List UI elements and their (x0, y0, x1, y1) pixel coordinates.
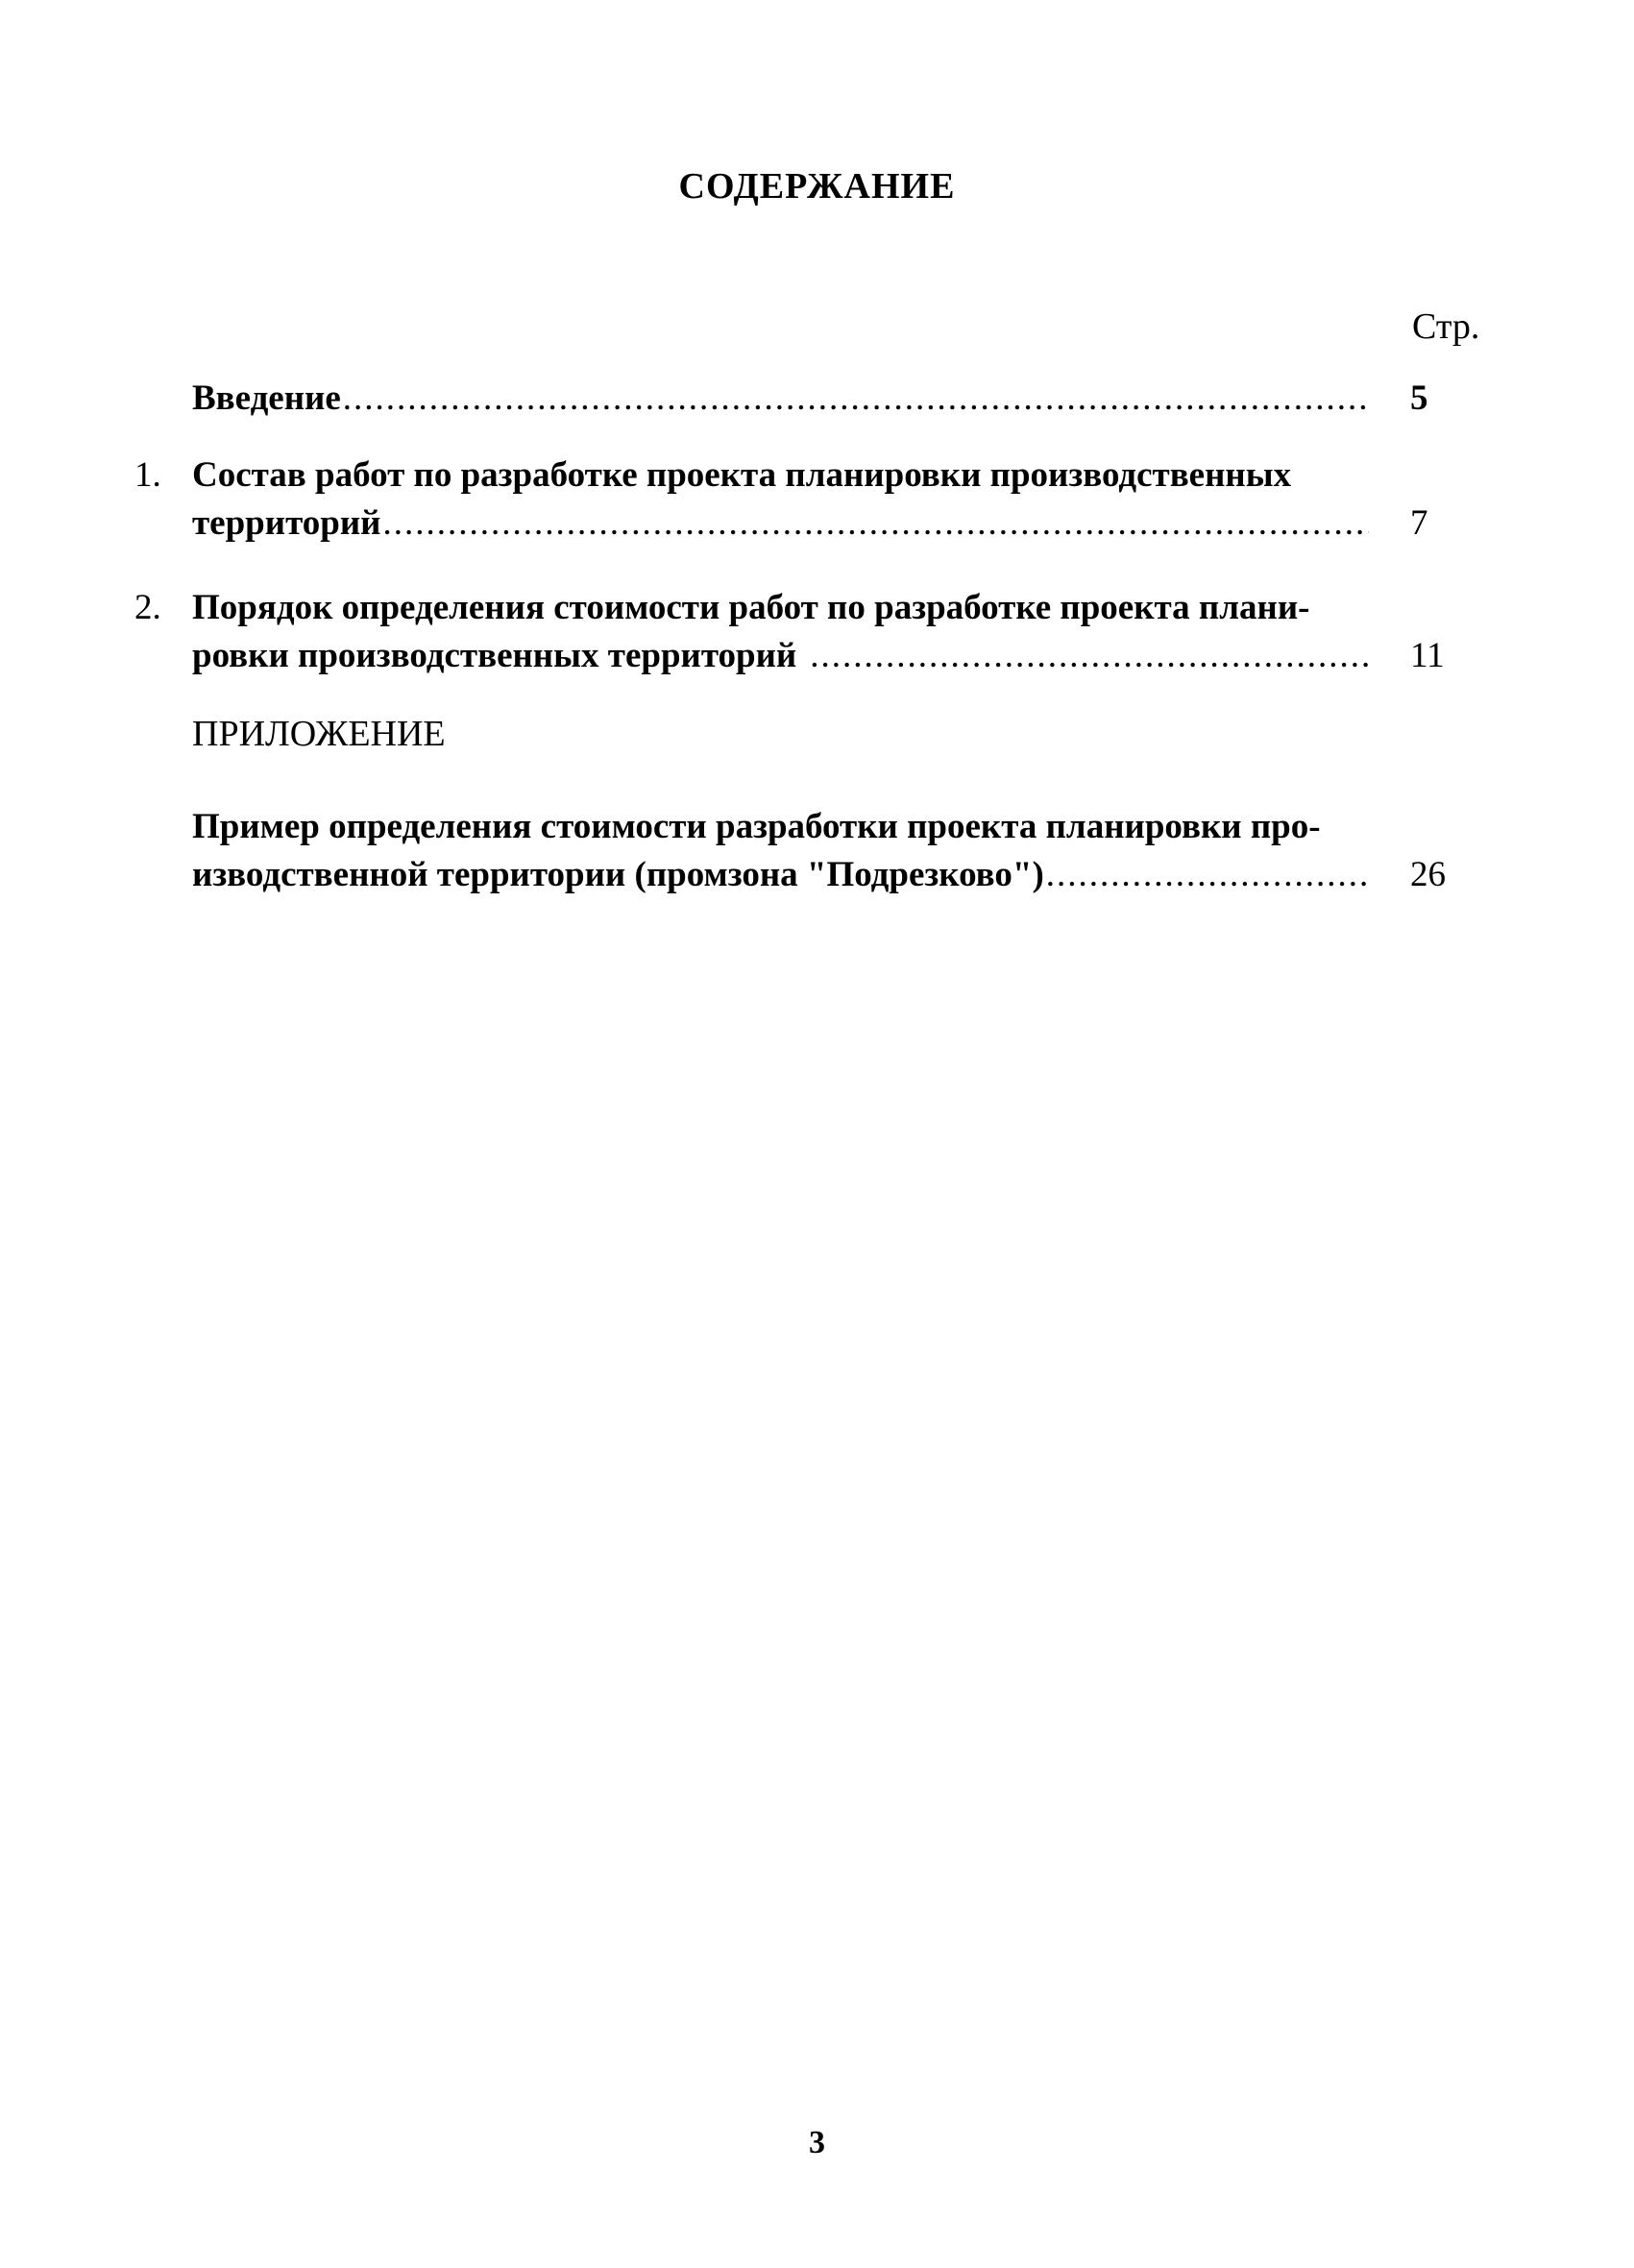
dot-leader (343, 375, 1369, 423)
toc-entry-page-number: 11 (1410, 636, 1445, 675)
toc-entry-page-number: 7 (1410, 503, 1428, 543)
toc-entry-line (192, 500, 1369, 548)
toc-entry-title-line-2: территорий (192, 503, 381, 543)
appendix-heading: ПРИЛОЖЕНИЕ (192, 714, 446, 754)
toc-entry-page-number: 26 (1410, 855, 1446, 894)
toc-entry-title-line-2: ровки производственных территорий (192, 636, 797, 675)
page-column-label: Стр. (1412, 306, 1480, 347)
toc-entry-page-number: 5 (1410, 378, 1428, 418)
toc-entry-line (192, 375, 1369, 423)
toc-entry-number: 1. (134, 455, 161, 495)
toc-entry-line (192, 584, 1369, 632)
toc-entry-title-line-1: Порядок определения стоимости работ по разработке проекта плани- (192, 588, 1310, 627)
toc-entry-line (192, 851, 1369, 899)
toc-entry-line (192, 803, 1369, 851)
toc-entry-title-line-1: Состав работ по разработке проекта планировки производственных (192, 455, 1292, 495)
toc-entry-title-line-2: изводственной территории (промзона "Подрезково") (192, 855, 1044, 894)
toc-entry-title-line-1: Пример определения стоимости разработки проекта планировки про- (192, 807, 1321, 846)
toc-entry-line (192, 632, 1369, 680)
toc-entry-line (192, 451, 1369, 500)
toc-entry-number: 2. (134, 588, 161, 627)
toc-entry-title: Введение (192, 378, 341, 418)
dot-leader (382, 500, 1369, 548)
dot-leader (810, 632, 1369, 680)
dot-leader (1046, 851, 1369, 899)
page-number: 3 (809, 2125, 825, 2160)
page-title: СОДЕРЖАНИЕ (678, 166, 956, 207)
